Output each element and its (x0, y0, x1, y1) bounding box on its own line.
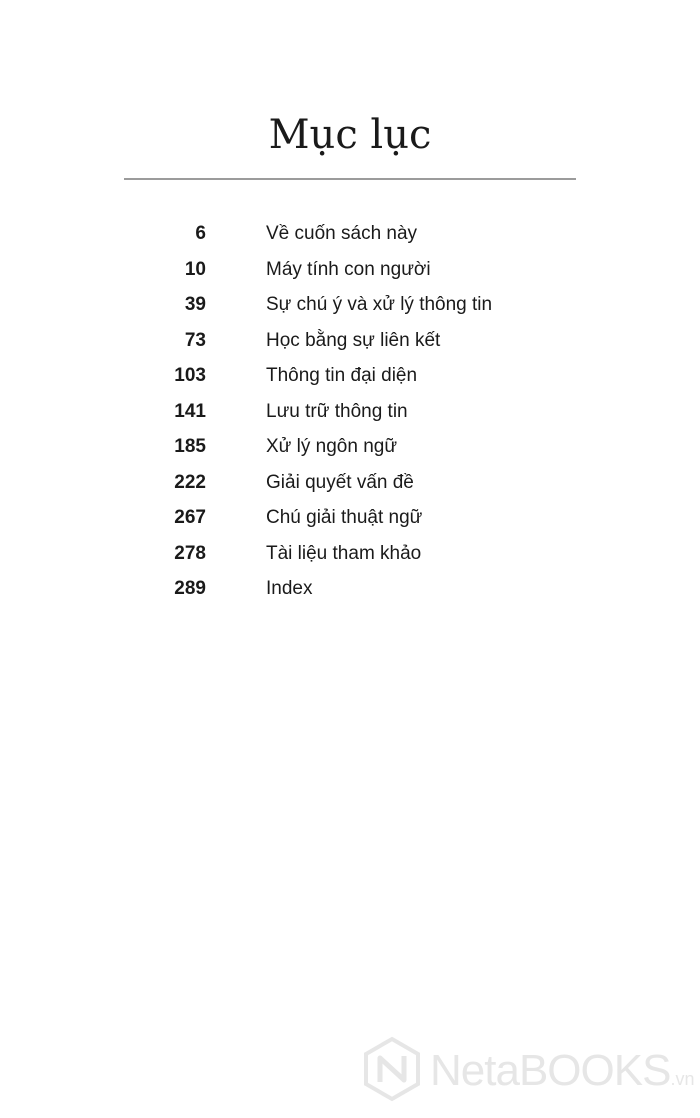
toc-entry (0, 323, 700, 359)
toc-page-number: 73 (184, 329, 206, 351)
toc-chapter-title: Về cuốn sách này (266, 223, 418, 244)
toc-chapter-title: Xử lý ngôn ngữ (266, 436, 398, 457)
toc-entry (0, 394, 700, 430)
toc-entry (0, 287, 700, 323)
toc-entry (0, 252, 700, 288)
toc-entry (0, 429, 700, 465)
title-divider (124, 178, 576, 180)
table-of-contents (0, 216, 700, 607)
toc-chapter-title: Index (266, 578, 313, 599)
toc-page-number: 39 (184, 294, 206, 315)
toc-chapter-title: Thông tin đại diện (266, 365, 418, 386)
toc-chapter-title: Lưu trữ thông tin (266, 400, 408, 422)
toc-chapter-title: Học bằng sự liên kết (266, 329, 441, 351)
toc-entry (0, 571, 700, 607)
toc-page-number: 10 (184, 258, 206, 280)
toc-page-number: 103 (174, 365, 206, 386)
toc-entry (0, 216, 700, 252)
toc-entry (0, 500, 700, 536)
toc-entry (0, 358, 700, 394)
toc-page-number: 267 (174, 507, 206, 528)
watermark-text (430, 1046, 694, 1096)
toc-page-number: 6 (195, 223, 206, 244)
toc-page-number: 222 (174, 471, 206, 493)
watermark-brand: NetaBOOKS (430, 1046, 671, 1095)
page-title: Mục lục (268, 112, 432, 158)
netabooks-logo-icon (362, 1036, 422, 1102)
toc-page-number: 141 (174, 400, 206, 422)
toc-chapter-title: Sự chú ý và xử lý thông tin (266, 294, 493, 315)
toc-entry (0, 536, 700, 572)
watermark-suffix: .vn (670, 1069, 695, 1089)
toc-entry (0, 465, 700, 501)
toc-chapter-title: Chú giải thuật ngữ (266, 507, 423, 528)
toc-page-number: 185 (174, 436, 206, 457)
toc-chapter-title: Tài liệu tham khảo (266, 542, 422, 564)
toc-chapter-title: Máy tính con người (266, 258, 431, 280)
toc-page-number: 278 (174, 542, 206, 564)
watermark (362, 1034, 695, 1104)
toc-page-number: 289 (174, 578, 206, 599)
toc-chapter-title: Giải quyết vấn đề (266, 471, 414, 493)
